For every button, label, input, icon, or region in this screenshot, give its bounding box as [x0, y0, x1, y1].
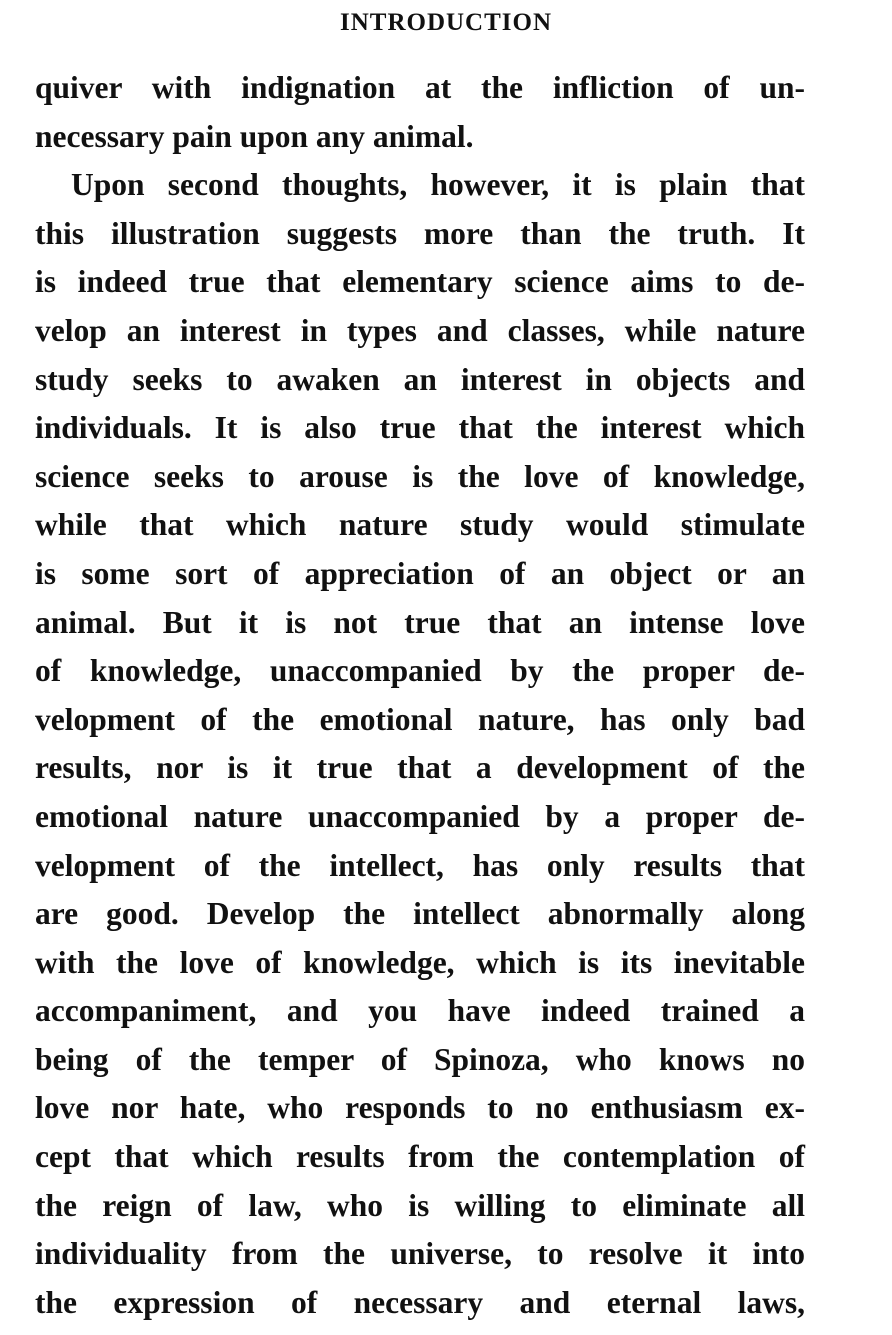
- text-line: individuals. It is also true that the interest which: [35, 410, 805, 446]
- text-line: animal. But it is not true that an intense love: [35, 604, 805, 640]
- text-line: necessary pain upon any animal.: [35, 118, 474, 154]
- text-line: Upon second thoughts, however, it is plain that: [71, 167, 805, 203]
- text-line: the expression of necessary and eternal laws,: [35, 1284, 805, 1320]
- text-line: results, nor is it true that a development of the: [35, 750, 805, 786]
- text-line: while that which nature study would stimulate: [35, 507, 805, 543]
- body-text: [35, 64, 805, 1327]
- text-line: velopment of the emotional nature, has only bad: [35, 701, 805, 737]
- text-line: with the love of knowledge, which is its inevitable: [35, 944, 805, 980]
- paragraph-continuation: [35, 64, 805, 161]
- text-line: this illustration suggests more than the truth. It: [35, 215, 805, 251]
- text-line: emotional nature unaccompanied by a proper de-: [35, 798, 805, 834]
- text-line: quiver with indignation at the infliction of un-: [35, 70, 805, 105]
- running-head: INTRODUCTION: [339, 9, 553, 36]
- text-line: is indeed true that elementary science aims to de-: [35, 264, 805, 300]
- paragraph: [35, 161, 805, 1327]
- text-line: accompaniment, and you have indeed trained a: [35, 993, 805, 1029]
- text-line: science seeks to arouse is the love of knowledge,: [35, 458, 805, 494]
- text-line: the reign of law, who is willing to eliminate all: [35, 1187, 805, 1223]
- text-line: cept that which results from the contemplation of: [35, 1139, 805, 1175]
- text-line: of knowledge, unaccompanied by the proper de-: [35, 653, 805, 689]
- text-line: velopment of the intellect, has only results that: [35, 847, 805, 883]
- text-line: study seeks to awaken an interest in objects and: [35, 361, 805, 397]
- text-line: is some sort of appreciation of an object or an: [35, 555, 805, 591]
- text-line: velop an interest in types and classes, while nature: [35, 312, 805, 348]
- text-line: are good. Develop the intellect abnormally along: [35, 896, 805, 932]
- text-line: love nor hate, who responds to no enthusiasm ex-: [35, 1090, 805, 1126]
- text-line: being of the temper of Spinoza, who knows no: [35, 1041, 805, 1077]
- text-line: individuality from the universe, to resolve it into: [35, 1236, 805, 1272]
